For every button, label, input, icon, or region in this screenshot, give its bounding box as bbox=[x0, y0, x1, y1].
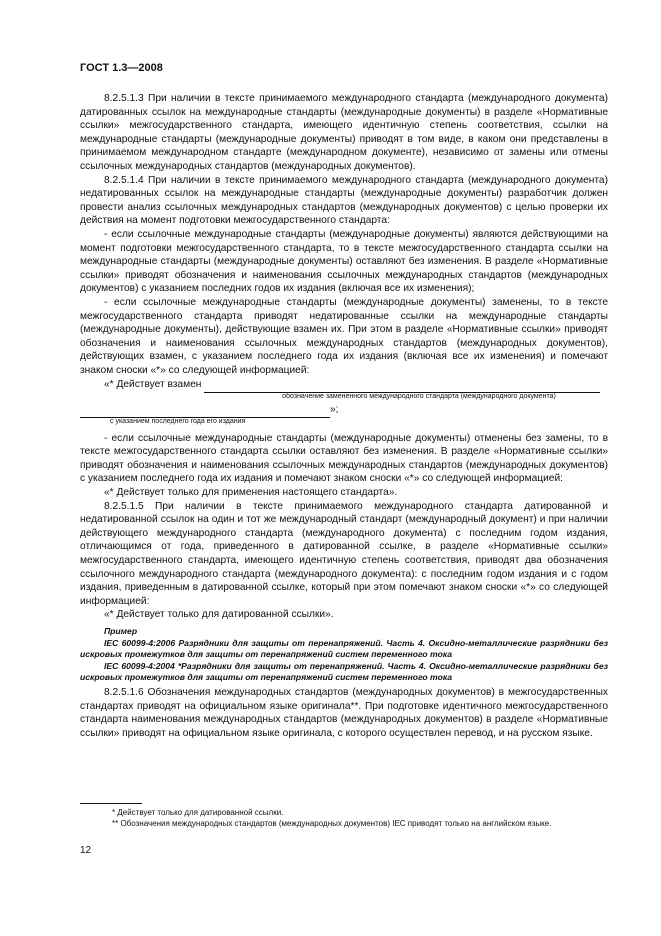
footnote-1: * Действует только для датированной ссылки. bbox=[112, 808, 284, 817]
footnote-divider bbox=[80, 803, 142, 804]
paragraph-8-2-5-1-6: 8.2.5.1.6 Обозначения международных стандартов (международных документов) в межгосударственных стандартах приводят на официальном языке оригинала**. При подготовке идентичного межгосударственного стандарта наименования международных стандартов (международных документов) в разделе «Нормативные ссылки» приводят на официальном языке оригинала, с которого осуществлен перевод, и на русском языке. bbox=[80, 686, 608, 739]
bullet-replaced-refs: - если ссылочные международные стандарты (международные документы) заменены, то в тексте межгосударственного стандарта приводят недатированные ссылки на международные стандарты (международные документы), действующие взамен их. При этом в разделе «Нормативные ссылки» приводят обозначения и наименования ссылочных международных стандартов (международных документов), действующих взамен, с указанием последнего года их издания (включая все их изменения) и помечают знаком сноски «*» со следующей информацией: bbox=[80, 296, 608, 376]
doc-header-code: ГОСТ 1.3—2008 bbox=[80, 62, 163, 74]
example-label: Пример bbox=[104, 625, 138, 636]
footnotes bbox=[80, 807, 608, 829]
replaced-template bbox=[80, 378, 608, 425]
example-line-1: IEC 60099-4:2006 Разрядники для защиты от перенапряжений. Часть 4. Оксидно-металлические разрядники без искровых промежутков для защиты от перенапряжений систем переменного тока bbox=[80, 637, 608, 660]
page-number: 12 bbox=[80, 845, 92, 856]
year-blank-line bbox=[80, 403, 330, 418]
footnote-2: ** Обозначения международных стандартов (международных документов) IEC приводят только на английском языке. bbox=[112, 819, 552, 828]
cancelled-note: «* Действует только для применения настоящего стандарта». bbox=[104, 487, 398, 499]
paragraph-8-2-5-1-3: 8.2.5.1.3 При наличии в тексте принимаемого международного стандарта (международного документа) датированных ссылок на международные стандарты (международные документы) в разделе «Нормативные ссылки» межгосударственного стандарта, имеющего идентичную степень соответствия, ссылки на международные стандарты (международные документы) приводят в том виде, в каком они представлены в принимаемом международном стандарте (международном документе), независимо от замены или отмены ссылочных международных стандартов (международных документов). bbox=[80, 93, 608, 172]
bullet-cancelled-refs: - если ссылочные международные стандарты (международные документы) отменены без замены, то в тексте межгосударственного стандарта ссылки оставляют без изменения. В разделе «Нормативные ссылки» приводят обозначения и наименования ссылочных международных стандартов (международных документов) с указанием последнего года их издания и помечают знаком сноски «*» со следующей информацией: bbox=[80, 432, 608, 485]
replaced-caption: обозначение замененного международного стандарта (международного документа) bbox=[282, 393, 556, 401]
paragraph-8-2-5-1-4: 8.2.5.1.4 При наличии в тексте принимаемого международного стандарта (международного документа) недатированных ссылок на международные стандарты (международные документы) разработчик должен провести анализ ссылочных международных стандартов (международных документов) с целью проверки их действия на момент подготовки межгосударственного стандарта: bbox=[80, 174, 608, 227]
replaced-prefix: «* Действует взамен bbox=[104, 379, 202, 391]
dated-note: «* Действует только для датированной ссылки». bbox=[104, 609, 334, 621]
replaced-suffix: »; bbox=[330, 404, 339, 416]
example-block bbox=[80, 626, 608, 684]
replaced-blank-line bbox=[204, 378, 600, 393]
paragraph-8-2-5-1-5: 8.2.5.1.5 При наличии в тексте принимаемого международного стандарта датированной и недатированной ссылок на один и тот же международный стандарт (международный документ) и при наличии действующего международного стандарта (международного документа) с последним годом издания, отличающимся от года, приведенного в датированной ссылке, в разделе «Нормативные ссылки» межгосударственного стандарта, имеющего идентичную степень соответствия, приводят два обозначения ссылочного международного стандарта (международного документа): с последним годом издания и с годом издания, приведенным в датированной ссылке, который при этом помечают знаком сноски «*» со следующей информацией: bbox=[80, 500, 608, 607]
document-body bbox=[80, 92, 608, 740]
bullet-active-refs: - если ссылочные международные стандарты (международные документы) являются действующими на момент подготовки межгосударственного стандарта, то в тексте межгосударственного стандарта ссылки на международные стандарты (международные документы) оставляют без изменения. В разделе «Нормативные ссылки» приводят обозначения и наименования ссылочных международных стандартов (международных документов) с указанием последних годов их издания (включая все их изменения); bbox=[80, 228, 608, 295]
example-line-2: IEC 60099-4:2004 *Разрядники для защиты от перенапряжений. Часть 4. Оксидно-металлические разрядники без искровых промежутков для защиты от перенапряжений систем переменного тока bbox=[80, 660, 608, 683]
year-caption: с указанием последнего года его издания bbox=[110, 417, 246, 425]
